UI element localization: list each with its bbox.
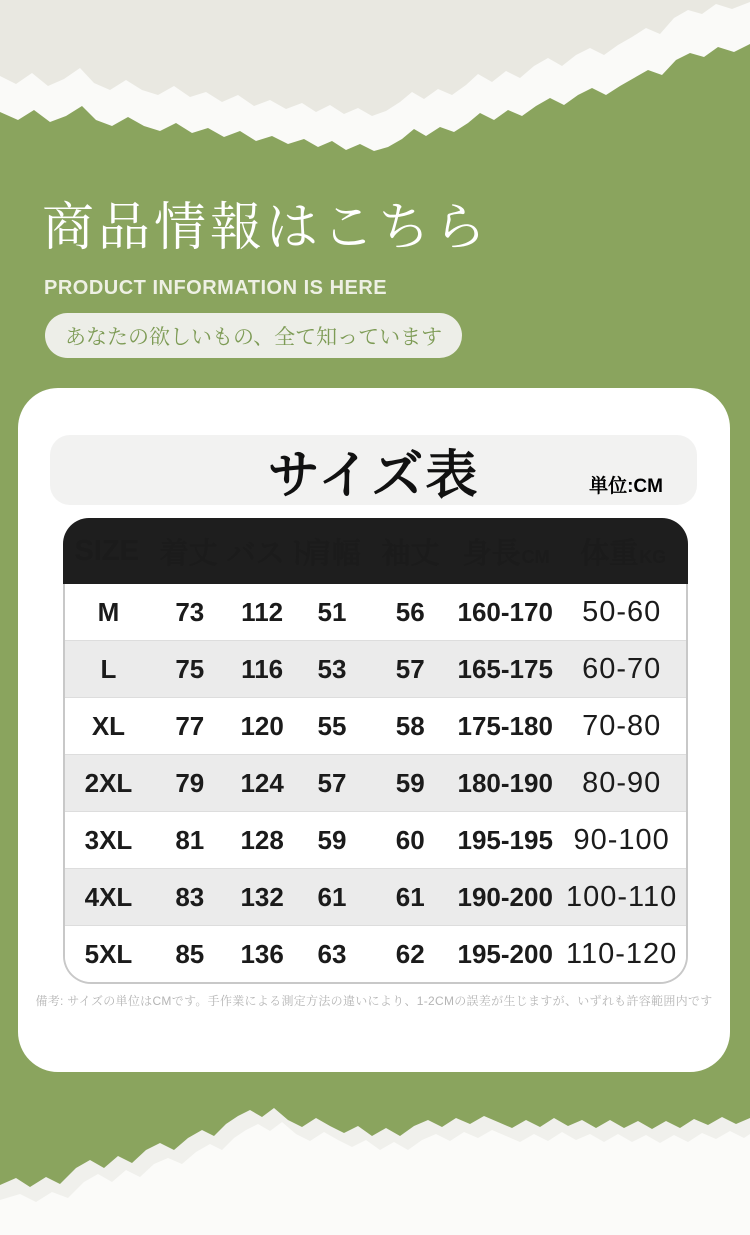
size-table-cell: 50-60 [582, 595, 662, 628]
size-table-cell: 165-175 [457, 653, 553, 684]
size-table-header-cell: SIZE [74, 534, 139, 567]
size-table-cell: 56 [395, 596, 425, 627]
size-table-cell: 79 [175, 767, 205, 798]
size-table-cell: 4XL [84, 881, 133, 912]
size-card-title-band [50, 435, 697, 505]
tagline-text: あなたの欲しいもの、全て知っています [65, 325, 443, 349]
size-table-cell: 57 [317, 767, 347, 798]
tagline-pill [45, 313, 462, 358]
page-subtitle: PRODUCT INFORMATION IS HERE [44, 277, 388, 300]
size-table-cell: 195-200 [457, 938, 553, 969]
size-card [18, 388, 730, 1072]
size-table-cell: 2XL [84, 767, 133, 798]
size-table-cell: 190-200 [457, 881, 553, 912]
unit-label: 単位:CM [589, 476, 663, 497]
size-table-cell: 62 [395, 938, 425, 969]
size-table-cell: 61 [317, 881, 347, 912]
size-table-header-row [63, 518, 688, 584]
size-table-cell: 128 [240, 824, 284, 855]
size-table-cell: 75 [175, 653, 205, 684]
size-table-cell: 60-70 [582, 652, 662, 685]
size-table-cell: 124 [240, 767, 284, 798]
size-table-cell: 83 [175, 881, 205, 912]
size-table-cell: 58 [395, 710, 425, 741]
size-table-cell: 81 [175, 824, 205, 855]
size-table-cell: 175-180 [457, 710, 553, 741]
size-table [63, 518, 688, 984]
size-table-header-cell: 着丈 [159, 537, 218, 570]
size-table-cell: 85 [175, 938, 205, 969]
size-table-cell: 160-170 [457, 596, 553, 627]
size-table-row [65, 584, 686, 640]
size-table-cell: 70-80 [582, 709, 662, 742]
size-table-cell: 110-120 [566, 937, 678, 970]
size-table-cell: 112 [241, 596, 284, 627]
size-card-title: サイズ表 [267, 446, 480, 505]
size-table-cell: 116 [241, 653, 284, 684]
size-table-cell: 120 [240, 710, 284, 741]
size-table-cell: 55 [317, 710, 347, 741]
size-table-cell: 63 [317, 938, 347, 969]
size-table-cell: M [97, 596, 120, 627]
size-table-cell: 60 [395, 824, 425, 855]
size-table-cell: 195-195 [457, 824, 553, 855]
size-table-cell: 180-190 [457, 767, 553, 798]
size-table-row [65, 697, 686, 754]
page-title: 商品情報はこちら [42, 199, 491, 257]
size-table-cell: 136 [240, 938, 284, 969]
size-table-cell: 73 [175, 596, 205, 627]
size-table-header-cell: バスト [226, 537, 314, 570]
note-text: 備考: サイズの単位はCMです。手作業による測定方法の違いにより、1-2CMの誤差が生じますが、いずれも許容範囲内です [35, 994, 713, 1008]
size-table-body [63, 584, 688, 984]
size-table-cell: 80-90 [582, 766, 662, 799]
size-table-cell: 5XL [84, 938, 133, 969]
size-table-cell: 132 [240, 881, 284, 912]
size-table-cell: 3XL [84, 824, 133, 855]
size-table-cell: 59 [317, 824, 347, 855]
torn-paper-bottom [0, 1070, 750, 1235]
size-table-cell: 100-110 [566, 880, 678, 913]
size-table-row [65, 811, 686, 868]
size-table-cell: 61 [395, 881, 425, 912]
size-table-header-cell: 袖丈 [381, 537, 440, 570]
size-table-header-cell: 体重KG [580, 537, 667, 570]
size-table-cell: 57 [395, 653, 425, 684]
size-table-cell: L [100, 653, 117, 684]
size-table-cell: 77 [175, 710, 205, 741]
size-table-cell: 59 [395, 767, 425, 798]
size-table-cell: 53 [317, 653, 347, 684]
size-table-header-cell: 身長CM [462, 537, 550, 570]
size-table-row [65, 640, 686, 697]
size-table-row [65, 754, 686, 811]
size-table-cell: 90-100 [573, 823, 670, 856]
size-table-row [65, 868, 686, 925]
torn-paper-top [0, 0, 750, 210]
size-table-header-cell: 肩幅 [302, 537, 361, 570]
size-table-row [65, 925, 686, 982]
hero-section [42, 200, 722, 300]
size-table-cell: 51 [317, 596, 347, 627]
size-table-cell: XL [91, 710, 126, 741]
